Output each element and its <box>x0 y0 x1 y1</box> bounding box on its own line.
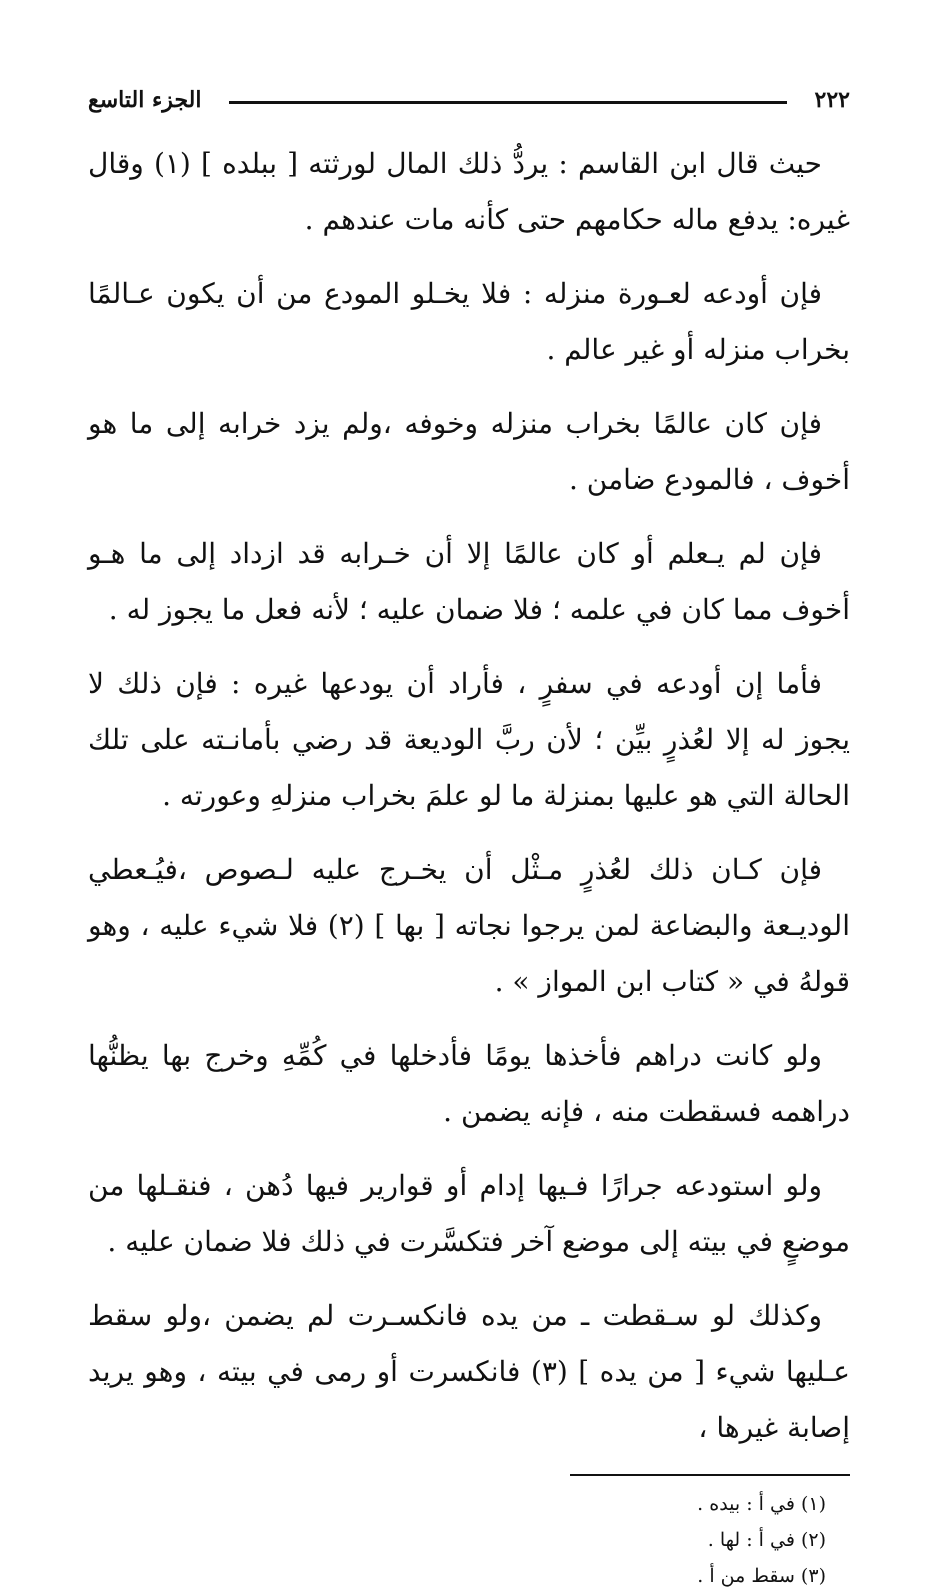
footnote: (١) في أ : بيده . <box>697 1493 826 1515</box>
running-title: الجزء التاسع <box>88 87 202 113</box>
book-page <box>88 80 850 1587</box>
paragraph: ولو كانت دراهم فأخذها يومًا فأدخلها في كُمِّهِ وخرج بها يظنُّها دراهمه فسقطت منه ، فإنه يضمن . <box>88 1039 850 1128</box>
footnote-separator <box>570 1474 850 1476</box>
paragraph: فأما إن أودعه في سفرٍ ، فأراد أن يودعها غيره : فإن ذلك لا يجوز له إلا لعُذرٍ بيِّن ؛ لأن ربَّ الوديعة قد رضي بأمانـته على تلك الحالة التي هو عليها بمنزلة ما لو علمَ بخراب منزلهِ وعورته . <box>88 667 850 812</box>
page-body <box>88 136 850 1456</box>
footnote: (٣) سقط من أ . <box>697 1565 826 1587</box>
paragraph: فإن كـان ذلك لعُذرٍ مـثْل أن يخـرج عليه لـصوص ،فيُـعطي الوديـعة والبضاعة لمن يرجوا نجاته [ بها ] (٢) فلا شيء عليه ، وهو قولهُ في « كتاب ابن المواز » . <box>88 853 850 998</box>
page-number: ٢٢٢ <box>814 87 850 113</box>
paragraph: حيث قال ابن القاسم : يردُّ ذلك المال لورثته [ ببلده ] (١) وقال غيره: يدفع ماله حكامهم حتى كأنه مات عندهم . <box>88 147 850 236</box>
footnote: (٢) في أ : لها . <box>707 1529 826 1551</box>
paragraph: فإن أودعه لعـورة منزله : فلا يخـلو المودع من أن يكون عـالمًا بخراب منزله أو غير عالم . <box>88 277 850 366</box>
paragraph: وكذلك لو سـقطت ـ من يده فانكسـرت لم يضمن ،ولو سقط عـليها شيء [ من يده ] (٣) فانكسرت أو رمى في بيته ، وهو يريد إصابة غيرها ، <box>88 1299 850 1444</box>
page-header <box>88 80 850 120</box>
paragraph: ولو استودعه جرارًا فـيها إدام أو قوارير فيها دُهن ، فنقـلها من موضعٍ في بيته إلى موضع آخر فتكسَّرت في ذلك فلا ضمان عليه . <box>88 1169 850 1258</box>
header-rule <box>229 101 786 104</box>
paragraph: فإن كان عالمًا بخراب منزله وخوفه ،ولم يزد خرابه إلى ما هو أخوف ، فالمودع ضامن . <box>88 407 850 496</box>
footnotes <box>88 1486 850 1594</box>
paragraph: فإن لم يـعلم أو كان عالمًا إلا أن خـرابه قد ازداد إلى ما هـو أخوف مما كان في علمه ؛ فلا ضمان عليه ؛ لأنه فعل ما يجوز له . <box>88 537 850 626</box>
